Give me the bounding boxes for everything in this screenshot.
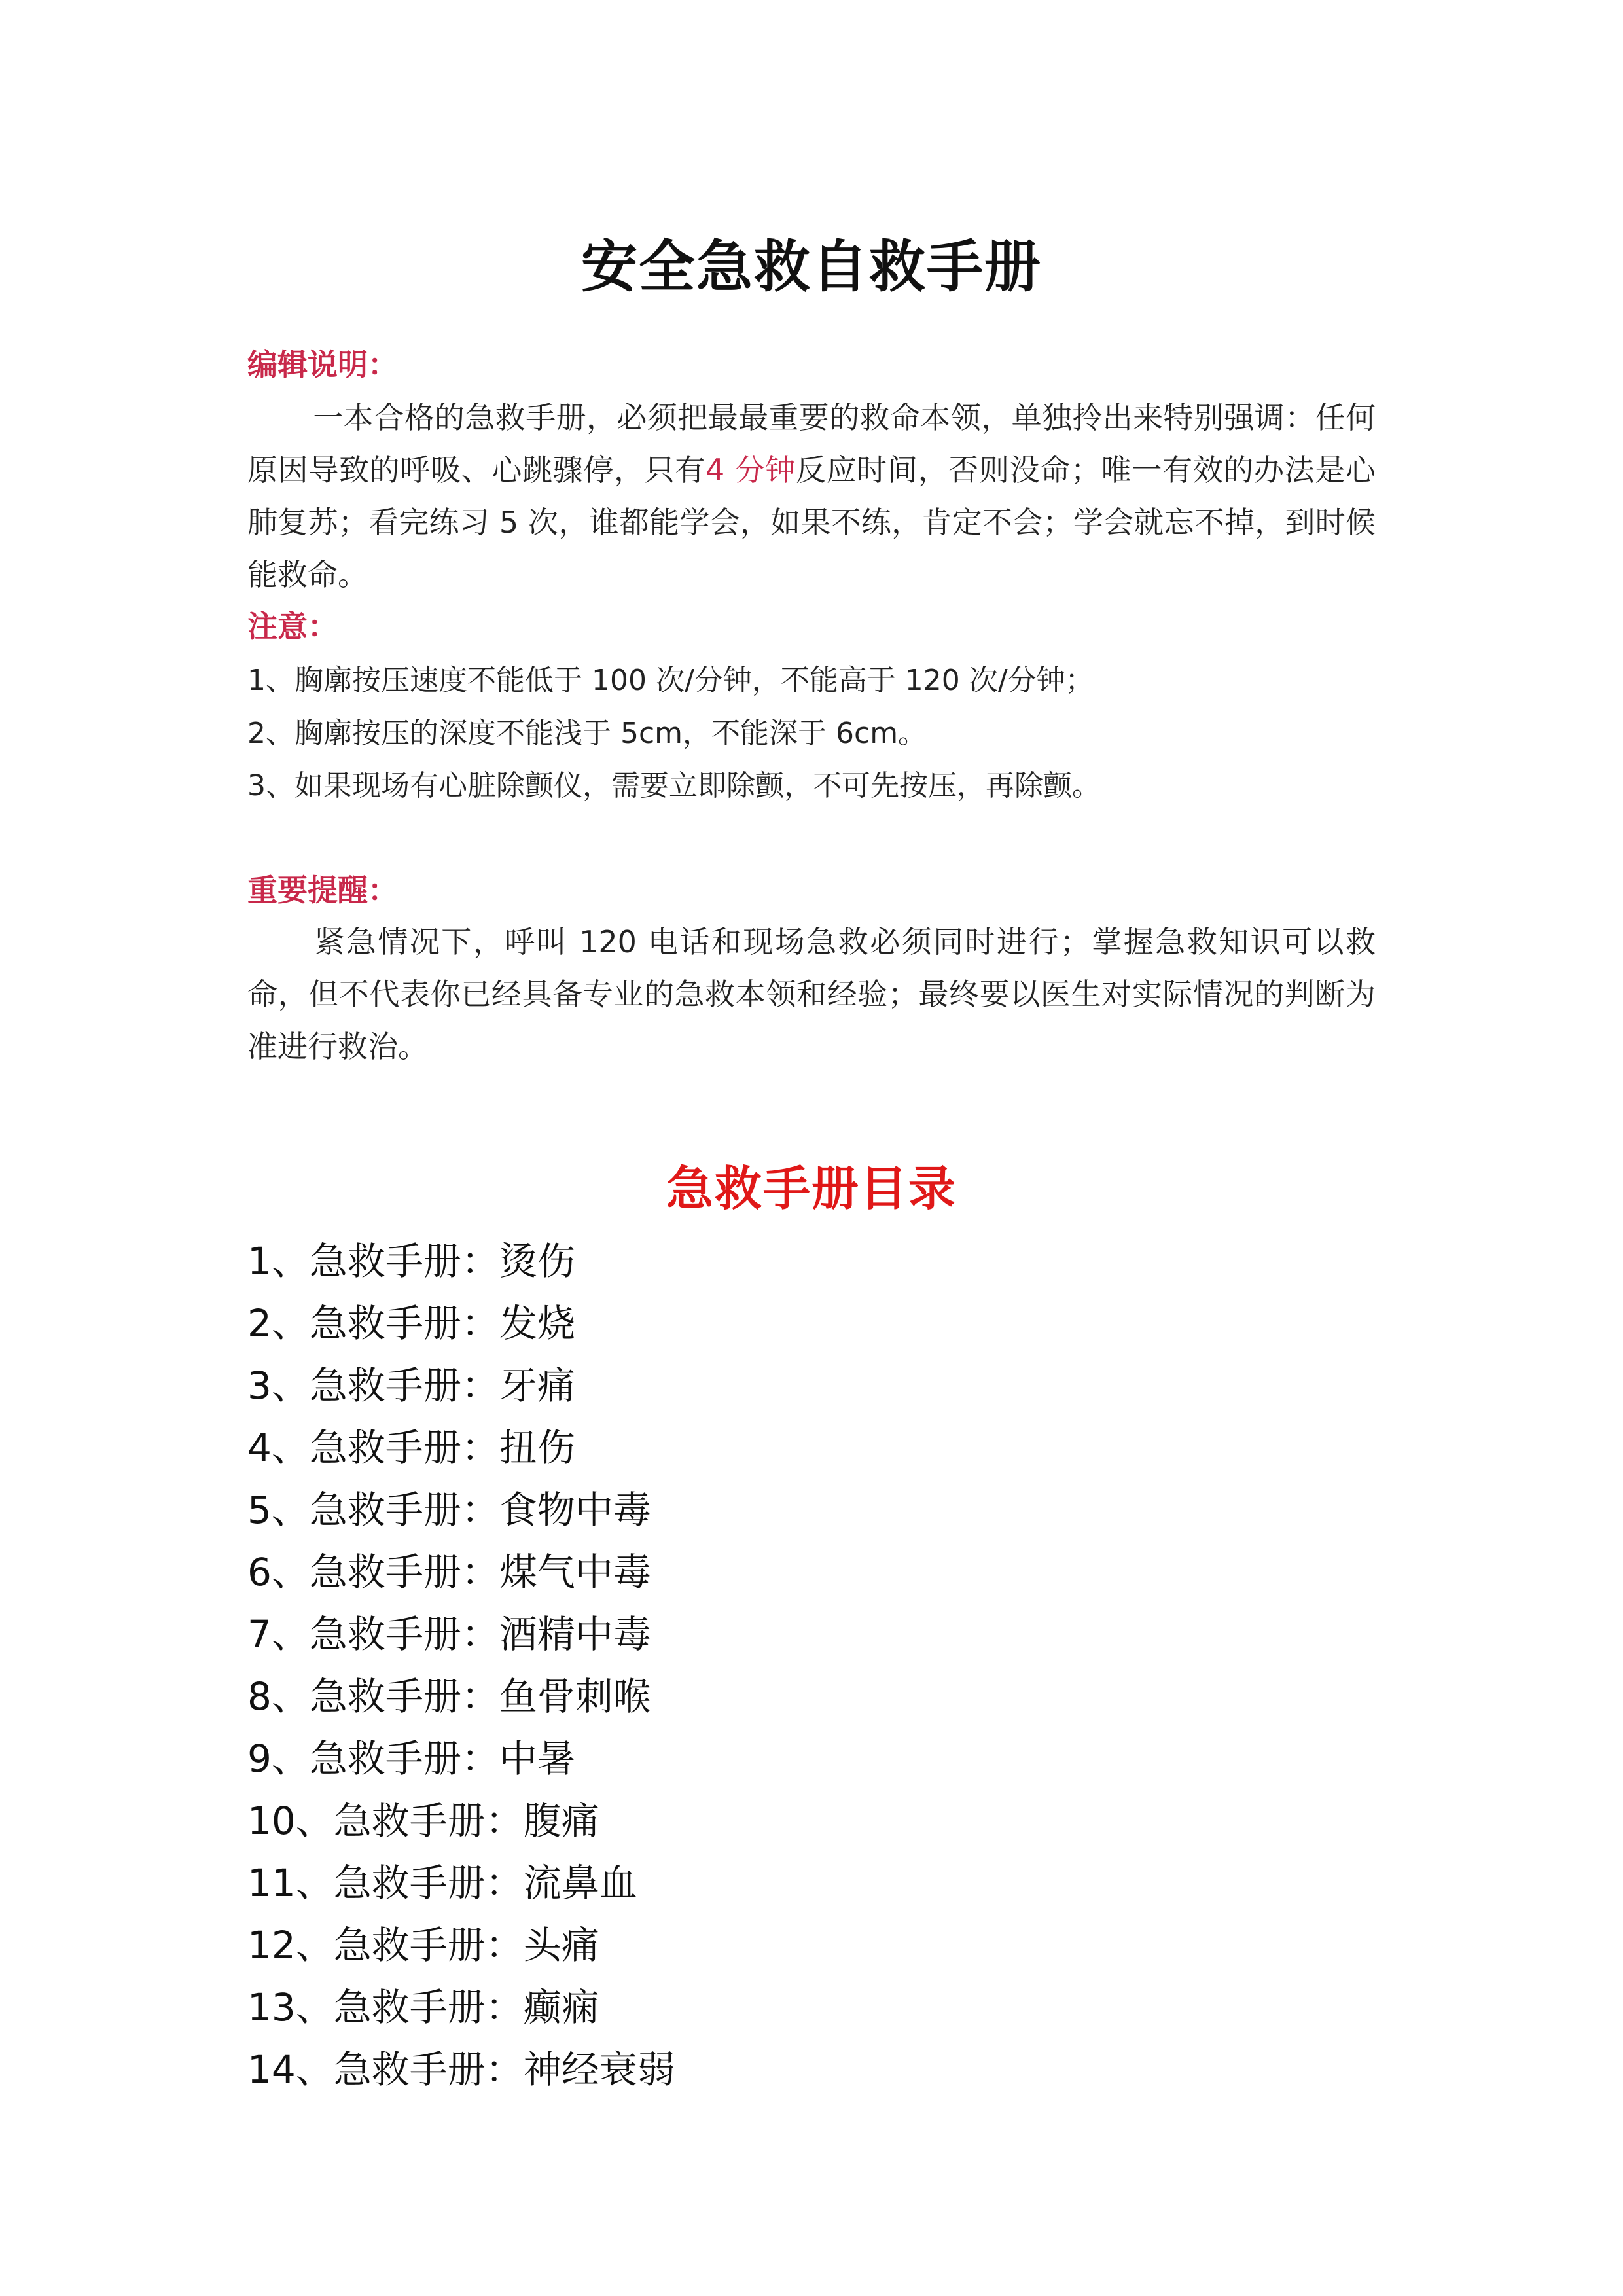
reminder-heading: 重要提醒： xyxy=(247,872,398,908)
toc-item[interactable]: 14、急救手册：神经衰弱 xyxy=(247,2047,675,2092)
toc-item[interactable]: 11、急救手册：流鼻血 xyxy=(247,1861,637,1905)
document-title: 安全急救自救手册 xyxy=(581,234,1042,300)
toc-item[interactable]: 7、急救手册：酒精中毒 xyxy=(247,1612,651,1657)
toc-item[interactable]: 10、急救手册：腹痛 xyxy=(247,1799,599,1843)
reminder-paragraph xyxy=(247,916,1376,1073)
toc-item[interactable]: 8、急救手册：鱼骨刺喉 xyxy=(247,1674,651,1719)
toc-item[interactable]: 2、急救手册：发烧 xyxy=(247,1301,575,1346)
notice-item-2: 2、胸廓按压的深度不能浅于 5cm，不能深于 6cm。 xyxy=(247,717,927,750)
editorial-text-after: 反应时间，否则没命；唯一有效的办法是心肺复苏；看完练习 5 次，谁都能学会，如果不练，肯定不会；学会就忘不掉，到时候能救命。 xyxy=(247,452,1376,592)
toc-item[interactable]: 13、急救手册：癫痫 xyxy=(247,1985,599,2030)
toc-item[interactable]: 1、急救手册：烫伤 xyxy=(247,1239,575,1283)
toc-item[interactable]: 12、急救手册：头痛 xyxy=(247,1923,599,1967)
toc-item[interactable]: 4、急救手册：扭伤 xyxy=(247,1426,575,1470)
toc-item[interactable]: 6、急救手册：煤气中毒 xyxy=(247,1550,651,1594)
toc-item[interactable]: 9、急救手册：中暑 xyxy=(247,1736,575,1781)
toc-item[interactable]: 5、急救手册：食物中毒 xyxy=(247,1488,651,1532)
notice-item-3: 3、如果现场有心脏除颤仪，需要立即除颤，不可先按压，再除颤。 xyxy=(247,769,1101,802)
editorial-highlight: 4 分钟 xyxy=(705,452,796,488)
toc-item[interactable]: 3、急救手册：牙痛 xyxy=(247,1363,575,1408)
notice-heading: 注意： xyxy=(247,609,338,644)
toc-title: 急救手册目录 xyxy=(666,1161,957,1216)
editorial-heading: 编辑说明： xyxy=(247,347,398,382)
notice-item-1: 1、胸廓按压速度不能低于 100 次/分钟，不能高于 120 次/分钟； xyxy=(247,664,1094,697)
editorial-paragraph xyxy=(247,391,1376,601)
editorial-text-before: 一本合格的急救手册，必须把最最重要的救命本领，单独拎出来特别强调：任何原因导致的呼吸、心跳骤停，只有 xyxy=(247,400,1376,488)
toc-list xyxy=(247,1230,675,2101)
reminder-text: 紧急情况下，呼叫 120 电话和现场急救必须同时进行；掌握急救知识可以救命，但不代表你已经具备专业的急救本领和经验；最终要以医生对实际情况的判断为准进行救治。 xyxy=(247,924,1376,1064)
